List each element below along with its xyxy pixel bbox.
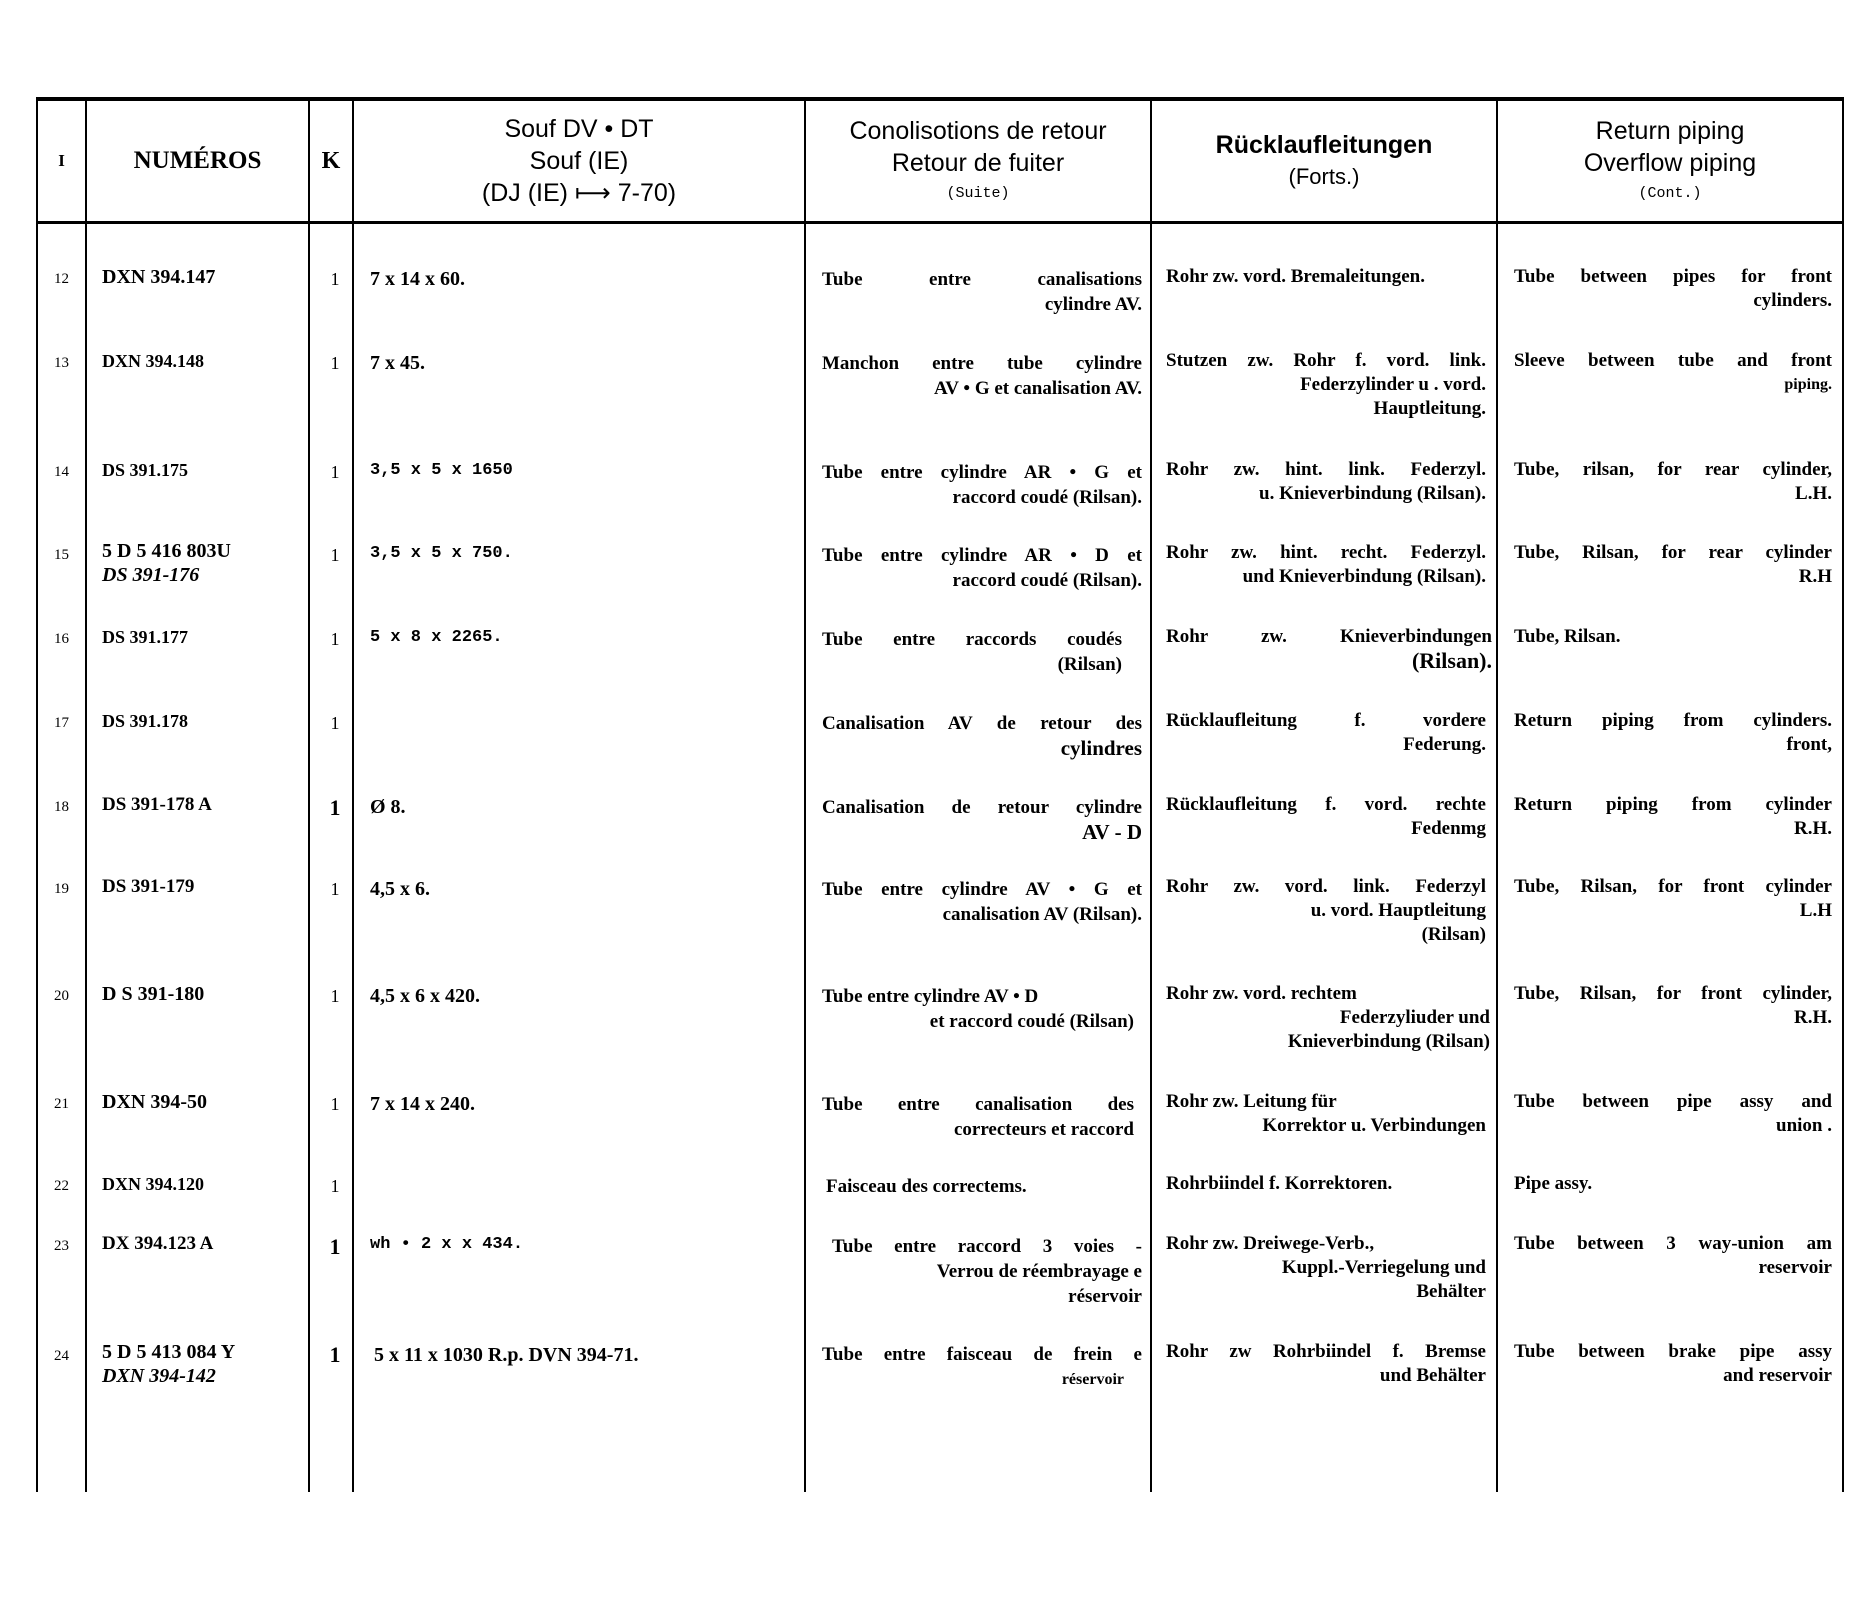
fr-line: Manchon entre tube cylindre [822,353,1142,374]
dimensions: 7 x 45. [370,352,425,374]
dimensions: 5 x 11 x 1030 R.p. DVN 394-71. [374,1344,639,1366]
header-index-label: I [58,151,65,170]
row-index: 16 [54,631,69,647]
part-number [102,1172,322,1196]
row-index: 20 [54,988,69,1004]
row-index: 21 [54,1096,69,1112]
header-french [806,101,1150,221]
quantity: 1 [330,462,340,482]
fr-line: Tube entre faisceau de frein e [822,1344,1142,1365]
quantity: 1 [330,986,340,1006]
description-fr [822,351,1142,401]
row-index: 22 [54,1178,69,1194]
en-line: Tube between pipes for front [1514,266,1832,287]
en-line: cylinders. [1753,290,1832,311]
fr-line: (Rilsan) [1057,654,1122,675]
de-line: Korrektor u. Verbindungen [1262,1115,1486,1136]
part-number [102,539,322,587]
fr-line: Tube entre canalisations [822,269,1142,290]
header-qty-label: K [321,147,341,174]
en-line: Tube, Rilsan. [1514,626,1621,647]
quantity: 1 [330,713,340,733]
quantity: 1 [330,879,340,899]
fr-line: Tube entre raccords coudés [822,629,1122,650]
part-number-line: DS 391.175 [102,460,189,480]
description-de [1166,625,1492,673]
quantity: 1 [329,1342,341,1367]
dimensions: 7 x 14 x 240. [370,1093,475,1115]
header-french-line2: Retour de fuiter [891,149,1065,177]
description-fr [822,543,1142,593]
dimensions: 4,5 x 6 x 420. [370,985,480,1007]
part-number [102,265,322,289]
de-line: Rohr zw. Dreiwege-Verb., [1166,1233,1375,1254]
quantity: 1 [330,545,340,565]
de-line: Rohr zw. Leitung für [1166,1091,1337,1112]
en-line: R.H. [1794,818,1832,839]
fr-line: correcteurs et raccord [953,1119,1134,1140]
de-line: und Behälter [1379,1365,1486,1386]
en-line: Tube between brake pipe assy [1514,1341,1832,1362]
en-line: R.H [1798,566,1832,587]
de-line: u. vord. Hauptleitung [1310,900,1486,921]
dimensions: 5 x 8 x 2265. [370,628,503,647]
description-en [1514,1232,1832,1280]
quantity: 1 [329,795,341,820]
description-de [1166,709,1486,757]
description-en [1514,1090,1832,1138]
de-line: Behälter [1416,1281,1486,1302]
header-german [1152,101,1496,221]
row-index: 24 [54,1348,69,1364]
part-number-line: DXN 394.120 [102,1174,204,1194]
description-fr [822,1092,1134,1142]
fr-line: Tube entre cylindre AR • G et [822,462,1142,483]
de-line: Rohr zw. vord. rechtem [1166,983,1357,1004]
fr-line: Canalisation AV de retour des [822,713,1142,734]
en-line: Tube, Rilsan, for front cylinder [1514,876,1832,897]
de-line: Rohr zw. hint. recht. Federzyl. [1166,542,1486,563]
fr-line: Faisceau des correctems. [826,1176,1027,1197]
en-line: R.H. [1794,1007,1832,1028]
de-line: Rohr zw Rohrbiindel f. Bremse [1166,1341,1486,1362]
header-german-line2: (Forts.) [1288,164,1360,189]
header-model-line3: (DJ (IE) ⟼ 7-70) [481,179,677,207]
description-fr [822,711,1142,761]
en-line: piping. [1784,376,1832,393]
en-line: Tube between pipe assy and [1514,1091,1832,1112]
header-numeros [87,101,308,221]
quantity: 1 [330,1094,340,1114]
description-fr [822,795,1142,845]
header-qty [310,101,352,221]
description-de [1166,458,1486,506]
part-number [102,625,322,649]
row-index: 14 [54,464,69,480]
description-en [1514,1172,1832,1196]
en-line: Tube, Rilsan, for front cylinder, [1514,983,1832,1004]
de-line: Rohr zw. hint. link. Federzyl. [1166,459,1486,480]
quantity: 1 [330,353,340,373]
fr-line: réservoir [1068,1286,1142,1307]
en-line: Return piping from cylinder [1514,794,1832,815]
fr-line: raccord coudé (Rilsan). [952,570,1142,591]
description-en [1514,709,1832,757]
description-en [1514,541,1832,589]
description-en [1514,793,1832,841]
en-line: reservoir [1758,1257,1832,1278]
description-fr [822,267,1142,317]
description-en [1514,625,1832,649]
column-divider [352,97,354,1492]
part-number [102,793,322,817]
description-en [1514,458,1832,506]
header-english-line3: (Cont.) [1638,185,1702,202]
part-number-line: DS 391-176 [102,564,200,586]
de-line: Rohr zw. vord. Bremaleitungen. [1166,266,1425,287]
description-de [1166,1232,1486,1304]
part-number [102,458,322,482]
part-number-line: DX 394.123 A [102,1233,214,1254]
part-number-line: D S 391-180 [102,983,205,1005]
de-line: Federzyliuder und [1339,1007,1490,1028]
row-index: 18 [54,799,69,815]
fr-line: Tube entre cylindre AV • G et [822,879,1142,900]
part-number-line: DXN 394.147 [102,266,216,288]
quantity: 1 [330,1176,340,1196]
part-number [102,1340,322,1388]
description-fr [822,627,1122,677]
description-en [1514,875,1832,923]
fr-line: raccord coudé (Rilsan). [952,487,1142,508]
fr-line: AV - D [1082,820,1142,844]
row-index: 15 [54,547,69,563]
de-line: Rohrbiindel f. Korrektoren. [1166,1173,1393,1194]
row-index: 23 [54,1238,69,1254]
row-index: 17 [54,715,69,731]
quantity: 1 [329,1234,341,1259]
de-line: u. Knieverbindung (Rilsan). [1259,483,1486,504]
fr-line: Tube entre canalisation des [822,1094,1134,1115]
en-line: L.H. [1795,483,1832,504]
en-line: front, [1786,734,1832,755]
fr-line: Canalisation de retour cylindre [822,797,1142,818]
column-divider [1150,97,1152,1492]
header-french-line3: (Suite) [946,185,1010,202]
column-divider [1496,97,1498,1492]
description-de [1166,265,1486,289]
part-number-line: DS 391-178 A [102,794,212,815]
fr-line: AV • G et canalisation AV. [934,378,1142,399]
de-line: Hauptleitung. [1373,398,1486,419]
column-divider [1842,97,1844,1492]
description-de [1166,875,1486,947]
part-number-line: DS 391.177 [102,627,189,647]
dimensions: 3,5 x 5 x 1650 [370,461,513,480]
description-de [1166,793,1486,841]
en-line: and reservoir [1723,1365,1832,1386]
de-line: Rücklaufleitung f. vordere [1166,710,1486,731]
column-divider [85,97,87,1492]
header-english-line2: Overflow piping [1583,149,1757,177]
de-line: Rohr zw. vord. link. Federzyl [1166,876,1486,897]
dimensions: 4,5 x 6. [370,878,430,900]
en-line: Tube, Rilsan, for rear cylinder [1514,542,1832,563]
description-fr [822,1174,1142,1199]
en-line: Return piping from cylinders. [1514,710,1832,731]
column-divider [804,97,806,1492]
header-model [354,101,804,221]
description-en [1514,1340,1832,1388]
part-number [102,349,322,373]
quantity: 1 [330,629,340,649]
description-fr [822,877,1142,927]
de-line: Fedenmg [1411,818,1486,839]
description-de [1166,349,1486,421]
description-fr [822,460,1142,510]
de-line: Kuppl.-Verriegelung und [1281,1257,1486,1278]
part-number-line: 5 D 5 413 084 Y [102,1341,236,1363]
dimensions: wh • 2 x x 434. [370,1235,524,1254]
en-line: Tube between 3 way-union am [1514,1233,1832,1254]
header-model-line1: Souf DV • DT [504,115,654,143]
fr-line: canalisation AV (Rilsan). [942,904,1142,925]
fr-line: Tube entre cylindre AV • D [822,986,1039,1007]
header-index [38,101,85,221]
fr-line: Tube entre raccord 3 voies - [832,1236,1142,1257]
header-numeros-label: NUMÉROS [133,147,262,174]
fr-line: cylindre AV. [1044,294,1142,315]
en-line: Pipe assy. [1514,1173,1593,1194]
header-model-line2: Souf (IE) [529,147,629,175]
description-en [1514,982,1832,1030]
description-de [1166,982,1490,1054]
en-line: Sleeve between tube and front [1514,350,1832,371]
fr-line: et raccord coudé (Rilsan) [929,1011,1134,1032]
dimensions: 7 x 14 x 60. [370,268,465,290]
description-en [1514,265,1832,313]
part-number [102,1232,322,1256]
quantity: 1 [330,269,340,289]
en-line: union . [1776,1115,1832,1136]
fr-line: réservoir [1061,1371,1124,1388]
de-line: Rücklaufleitung f. vord. rechte [1166,794,1486,815]
description-de [1166,541,1486,589]
de-line: Federung. [1403,734,1486,755]
en-line: L.H [1799,900,1832,921]
row-index: 12 [54,271,69,287]
de-line: Stutzen zw. Rohr f. vord. link. [1166,350,1486,371]
part-number [102,875,322,899]
description-de [1166,1340,1486,1388]
description-fr [822,1234,1142,1309]
de-line: (Rilsan). [1411,648,1492,673]
de-line: Knieverbindung (Rilsan) [1287,1031,1490,1052]
en-line: Tube, rilsan, for rear cylinder, [1514,459,1832,480]
fr-line: Tube entre cylindre AR • D et [822,545,1142,566]
part-number [102,982,322,1006]
column-divider [36,97,38,1492]
description-de [1166,1172,1486,1196]
row-index: 19 [54,881,69,897]
part-number-line: DS 391-179 [102,876,195,897]
description-en [1514,349,1832,397]
description-fr [822,1342,1142,1392]
de-line: und Knieverbindung (Rilsan). [1242,566,1486,587]
part-number [102,1090,322,1114]
dimensions: Ø 8. [370,796,406,818]
de-line: (Rilsan) [1421,924,1486,945]
part-number-line: DS 391.178 [102,711,189,731]
part-number-line: 5 D 5 416 803U [102,540,231,562]
part-number-line: DXN 394-50 [102,1091,207,1113]
header-english [1498,101,1842,221]
part-number-line: DXN 394.148 [102,351,204,371]
de-line: Federzylinder u . vord. [1300,374,1486,395]
dimensions: 3,5 x 5 x 750. [370,544,513,563]
description-fr [822,984,1134,1034]
parts-table [36,97,1844,1492]
row-index: 13 [54,355,69,371]
part-number [102,709,322,733]
de-line: Rohr zw. Knieverbindungen [1166,626,1492,647]
description-de [1166,1090,1486,1138]
header-french-line1: Conolisotions de retour [849,117,1107,145]
header-german-line1: Rücklaufleitungen [1215,131,1433,159]
fr-line: Verrou de réembrayage e [936,1261,1142,1282]
fr-line: cylindres [1060,736,1142,760]
part-number-line: DXN 394-142 [102,1365,216,1387]
header-english-line1: Return piping [1595,117,1745,145]
